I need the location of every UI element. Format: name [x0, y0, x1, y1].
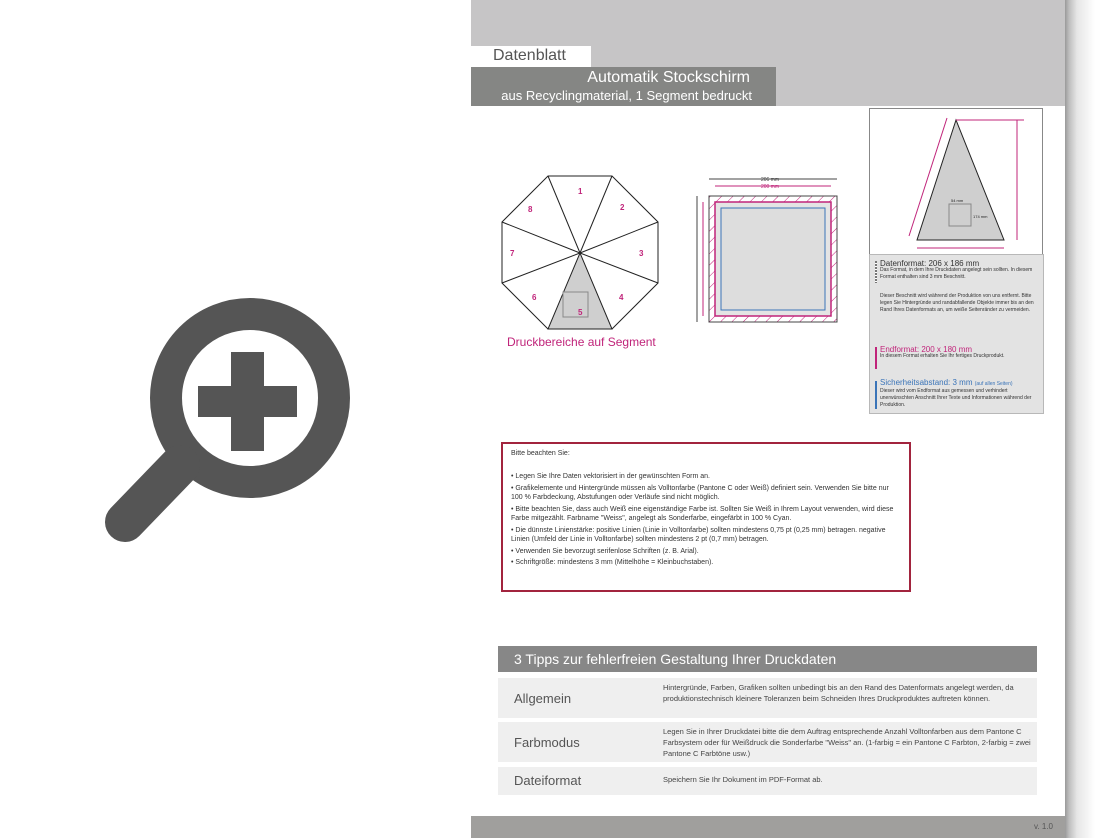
svg-text:206 mm: 206 mm — [761, 177, 780, 183]
format-info-box — [869, 254, 1044, 414]
svg-text:3: 3 — [639, 249, 644, 258]
notes-item: • Bitte beachten Sie, dass auch Weiß eine eigenständige Farbe ist. Sollten Sie Weiß in Ihrem Layout verwenden, wird diese Farbe mitgezählt. Farbname "Weiss", angelegt als Sonderfarbe, eingefärbt in 100 % Cyan. — [511, 505, 894, 522]
tip-label: Dateiformat — [514, 773, 582, 788]
svg-text:7: 7 — [510, 249, 515, 258]
svg-text:54 mm: 54 mm — [951, 198, 964, 203]
sicherheit-text: Dieser wird vom Endformat aus gemessen und verhindert unerwünschten Anschnitt Ihrer Texte und Informationen während der Produktion. — [880, 388, 1032, 408]
svg-text:2: 2 — [620, 203, 625, 212]
tips-heading: 3 Tipps zur fehlerfreien Gestaltung Ihrer Druckdaten — [498, 646, 1037, 672]
notes-item: • Grafikelemente und Hintergründe müssen als Volltonfarbe (Pantone C oder Weiß) definiert sein. Verwenden Sie bitte nur 100 % Farbdeckung, Abstufungen oder Verläufe sind nicht möglich. — [511, 484, 889, 501]
version-label: v. 1.0 — [1034, 822, 1053, 831]
beschnitt-text: Dieser Beschnitt wird während der Produktion von uns entfernt. Bitte legen Sie Hintergründe und randabfallende Objekte immer bis an den Rand Ihres Datenformats an, um weiße Seitenränder zu vermeiden. — [880, 293, 1034, 313]
triangle-diagram — [869, 108, 1043, 256]
segment-diagram — [496, 172, 666, 332]
svg-text:8: 8 — [528, 205, 533, 214]
notes-item: • Die dünnste Linienstärke: positive Linien (Linie in Volltonfarbe) sollten mindestens 0,75 pt (0,25 mm) betragen. negative Linien (Umfeld der Linie in Volltonfarbe) sollten mindestens 2 pt (0,7 mm) betragen. — [511, 526, 886, 543]
endformat-text: In diesem Format erhalten Sie Ihr fertiges Druckprodukt. — [880, 353, 1005, 359]
sicherheit-title: Sicherheitsabstand: 3 mm — [880, 378, 973, 387]
page-footer — [471, 816, 1065, 838]
product-subtitle: aus Recyclingmaterial, 1 Segment bedruckt — [501, 88, 752, 103]
tip-label: Farbmodus — [514, 735, 580, 750]
tip-text: Hintergründe, Farben, Grafiken sollten unbedingt bis an den Rand des Datenformats angelegt werden, da produktionstechnisch kleinere Toleranzen beim Schneiden Ihres Druckproduktes auftreten können. — [663, 683, 1014, 703]
svg-text:4: 4 — [619, 293, 624, 302]
segment-caption: Druckbereiche auf Segment — [507, 335, 656, 349]
doc-type-tab — [471, 46, 591, 68]
tip-text: Speichern Sie Ihr Dokument im PDF-Format ab. — [663, 775, 823, 784]
svg-text:200 mm: 200 mm — [761, 184, 780, 190]
title-box — [471, 67, 776, 106]
notes-title: Bitte beachten Sie: — [511, 450, 570, 457]
tip-row-farbmodus — [498, 722, 1037, 762]
svg-text:6: 6 — [532, 293, 537, 302]
datenformat-text: Das Format, in dem Ihre Druckdaten angelegt sein sollten. In diesem Format enthalten sind 3 mm Beschnitt. — [880, 267, 1033, 280]
product-title: Automatik Stockschirm — [587, 69, 750, 86]
notes-list — [511, 472, 901, 570]
datasheet-page — [471, 0, 1065, 838]
svg-text:1: 1 — [578, 187, 583, 196]
svg-text:5: 5 — [578, 308, 583, 317]
tip-label: Allgemein — [514, 691, 572, 706]
magnifier-plus-icon[interactable] — [90, 290, 370, 560]
doc-type-label: Datenblatt — [493, 47, 566, 64]
tip-text: Legen Sie in Ihrer Druckdatei bitte die dem Auftrag entsprechende Anzahl Volltonfarben aus dem Pantone C Farbsystem oder für Weißdruck die Sonderfarbe "Weiss" an. (1-farbig = ein Pantone C Farbton, 2-farbig = zwei Pantone C Farbtöne usw.) — [663, 727, 1031, 758]
notes-item: • Legen Sie Ihre Daten vektorisiert in der gewünschten Form an. — [511, 473, 710, 480]
tip-row-dateiformat — [498, 767, 1037, 795]
format-diagram — [689, 172, 849, 332]
datenformat-title: Datenformat: 206 x 186 mm — [880, 259, 980, 268]
page-shadow — [1065, 0, 1117, 838]
notes-box — [501, 442, 911, 592]
svg-text:174 mm: 174 mm — [973, 214, 988, 219]
sicherheit-suffix: (auf allen Seiten) — [974, 381, 1013, 387]
endformat-title: Endformat: 200 x 180 mm — [880, 345, 973, 354]
tip-row-allgemein — [498, 678, 1037, 718]
notes-item: • Verwenden Sie bevorzugt serifenlose Schriften (z. B. Arial). — [511, 547, 699, 555]
notes-item: • Schriftgröße: mindestens 3 mm (Mittelhöhe = Kleinbuchstaben). — [511, 559, 714, 566]
